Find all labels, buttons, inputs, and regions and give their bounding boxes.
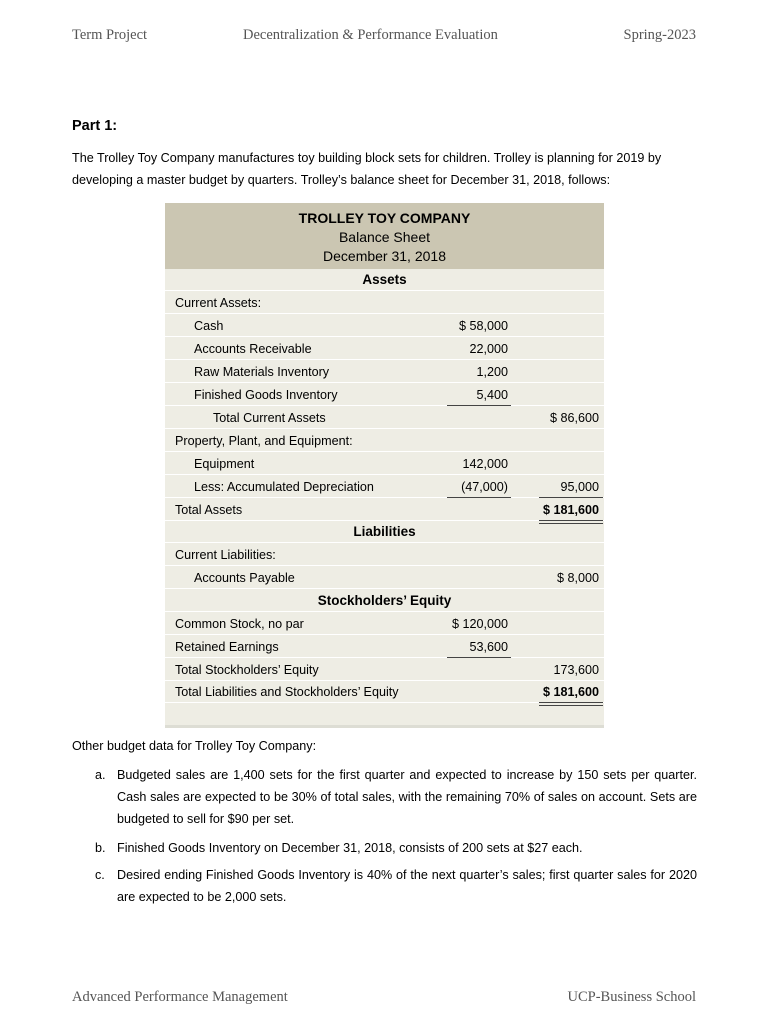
fg-label: Finished Goods Inventory [194, 388, 338, 402]
statement-title: Balance Sheet [338, 229, 431, 245]
footer-right: UCP-Business School [567, 989, 696, 1005]
list-marker: b. [95, 841, 106, 855]
assets-heading: Assets [362, 272, 407, 287]
underline [447, 657, 511, 658]
list-item [95, 764, 697, 830]
intro-paragraph: The Trolley Toy Company manufactures toy building block sets for children. Trolley is planning for 2019 by developing a master budget by quarters. Trolley’s balance sheet for December 31, 2018, follows: [72, 151, 662, 187]
ar-row [165, 338, 604, 360]
equity-heading-row [165, 590, 604, 612]
cash-row [165, 315, 604, 337]
fg-row [165, 384, 604, 406]
equipment-row [165, 453, 604, 475]
common-stock-value: $ 120,000 [451, 617, 508, 631]
cash-value: $ 58,000 [458, 319, 508, 333]
list-item [95, 864, 697, 908]
total-equity-row [165, 659, 604, 681]
list-item-text: Finished Goods Inventory on December 31, 2018, consists of 200 sets at $27 each. [117, 841, 583, 855]
balance-sheet-header [165, 203, 604, 269]
list-item-text: Desired ending Finished Goods Inventory is 40% of the next quarter’s sales; first quarter sales for 2020 are expected to be 2,000 sets. [117, 868, 697, 904]
total-liab-equity-row [165, 681, 604, 703]
ap-row [165, 567, 604, 589]
tca-value: $ 86,600 [549, 411, 599, 425]
rm-label: Raw Materials Inventory [194, 365, 330, 379]
list-marker: c. [95, 868, 105, 882]
liabilities-heading: Liabilities [353, 524, 416, 539]
retained-earnings-value: 53,600 [469, 640, 508, 654]
ppe-net-value: 95,000 [560, 480, 599, 494]
rm-row [165, 361, 604, 383]
ppe-row [165, 430, 604, 452]
retained-earnings-label: Retained Earnings [175, 640, 279, 654]
underline [539, 497, 603, 498]
statement-date: December 31, 2018 [323, 248, 446, 264]
depreciation-value: (47,000) [461, 480, 508, 494]
company-name: TROLLEY TOY COMPANY [298, 210, 471, 226]
assets-heading-row [165, 269, 604, 291]
tca-label: Total Current Assets [213, 411, 326, 425]
retained-earnings-row [165, 636, 604, 658]
list-item-text: Budgeted sales are 1,400 sets for the first quarter and expected to increase by 150 sets per quarter. Cash sales are expected to be 30% of total sales, with the remaining 70% of sales on account. Sets are budgeted to sell for $90 per set. [117, 768, 697, 826]
list-item [95, 837, 697, 859]
depreciation-label: Less: Accumulated Depreciation [194, 480, 374, 494]
current-assets-row [165, 292, 604, 314]
other-budget-heading: Other budget data for Trolley Toy Company: [72, 739, 317, 753]
depreciation-row [165, 476, 604, 498]
ar-label: Accounts Receivable [194, 342, 312, 356]
ap-label: Accounts Payable [194, 571, 295, 585]
liabilities-heading-row [165, 521, 604, 543]
equity-heading: Stockholders’ Equity [317, 593, 452, 608]
total-equity-label: Total Stockholders’ Equity [175, 663, 319, 677]
current-liabilities-row [165, 544, 604, 566]
balance-sheet [165, 203, 604, 728]
tca-row [165, 407, 604, 429]
equipment-value: 142,000 [462, 457, 508, 471]
header-left: Term Project [72, 27, 148, 43]
header-right: Spring-2023 [623, 27, 696, 43]
footer-left: Advanced Performance Management [72, 989, 288, 1005]
total-assets-value: $ 181,600 [542, 503, 599, 517]
total-liab-equity-value: $ 181,600 [542, 685, 599, 699]
ap-value: $ 8,000 [556, 571, 599, 585]
current-assets-label: Current Assets: [175, 296, 262, 310]
total-equity-value: 173,600 [553, 663, 599, 677]
double-underline [539, 702, 603, 706]
ar-value: 22,000 [469, 342, 508, 356]
cash-label: Cash [194, 319, 224, 333]
equipment-label: Equipment [194, 457, 255, 471]
fg-value: 5,400 [476, 388, 508, 402]
header-center: Decentralization & Performance Evaluation [243, 27, 498, 43]
common-stock-row [165, 613, 604, 635]
ppe-label: Property, Plant, and Equipment: [175, 434, 353, 448]
total-assets-row [165, 499, 604, 521]
part-title: Part 1: [72, 118, 118, 134]
underline [447, 405, 511, 406]
total-liab-equity-label: Total Liabilities and Stockholders’ Equity [175, 685, 399, 699]
current-liabilities-label: Current Liabilities: [175, 548, 276, 562]
common-stock-label: Common Stock, no par [175, 617, 304, 631]
rm-value: 1,200 [476, 365, 508, 379]
list-marker: a. [95, 768, 106, 782]
underline [447, 497, 511, 498]
total-assets-label: Total Assets [175, 503, 243, 517]
